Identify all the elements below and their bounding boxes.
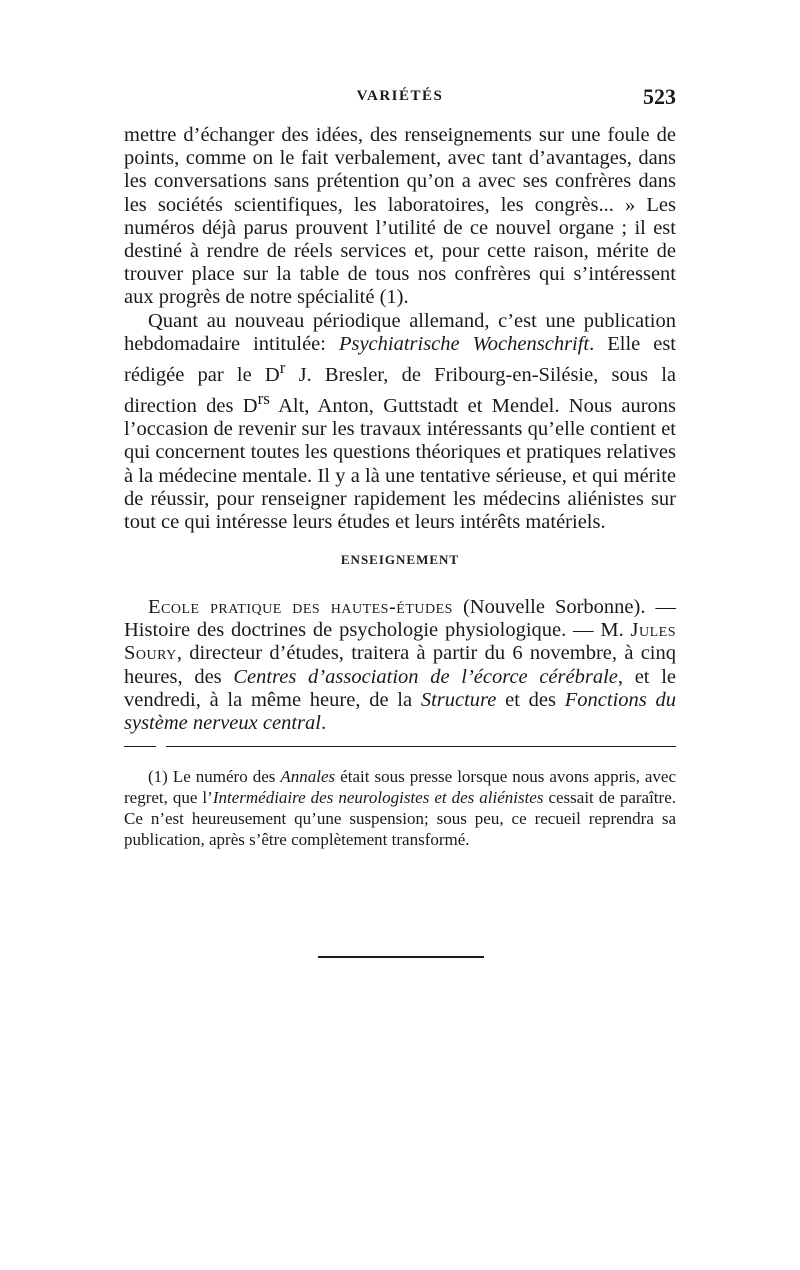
paragraph-text: mettre d’échanger des idées, des renseignements sur une foule de points, comme on le fait verbalement, avec tant d’avantages, dans les conversations sans prétention qu’on a avec ses confrères dans les sociétés scientifiques, les laboratoires, les congrès... » Les numéros déjà parus prouvent l’utilité de ce nouvel organe ; il est destiné à rendre de réels services et, pour cette raison, mérite de trouver place sur la table de tous nos confrères qui s’intéressent aux progrès de notre spécialité (1). <box>124 124 676 309</box>
journal-title: Intermédiaire des neurologistes et des aliénistes <box>212 788 544 807</box>
paragraph-text: Quant au nouveau périodique allemand, c’est une publication hebdomadaire intitulée: <box>124 309 676 355</box>
paragraph-text: , et le vendredi, à la même heure, de la <box>124 665 676 711</box>
paragraph <box>124 596 676 735</box>
journal-title: Psychiatrische Wochenschrift <box>338 332 590 355</box>
course-title: Structure <box>420 688 497 711</box>
section-heading: ENSEIGNEMENT <box>340 552 460 567</box>
paragraph-text: (Nouvelle Sorbonne). — Histoire des doctrines de psychologie physiologique. — M. <box>124 596 676 642</box>
footnote-text <box>124 766 676 850</box>
paragraph-periodique <box>124 310 676 534</box>
footnote <box>124 766 676 850</box>
course-title: Centres d’association de l’écorce cérébrale <box>233 665 618 688</box>
article-body <box>124 124 676 534</box>
footnote-rule-long <box>166 746 676 747</box>
journal-title: Annales <box>280 767 336 786</box>
page-header <box>124 84 676 118</box>
paragraph-text: . Elle est rédigée par le D <box>124 332 676 386</box>
end-rule <box>318 956 484 958</box>
footnote-part: (1) Le numéro des <box>148 767 281 786</box>
footnote-part: était sous presse lorsque nous avons appris, avec regret, que l’ <box>124 767 676 807</box>
running-title: VARIÉTÉS <box>356 88 444 104</box>
footnote-rule-short <box>124 746 156 747</box>
institution-name: Ecole pratique des hautes-études <box>148 596 453 618</box>
superscript: rs <box>257 389 270 409</box>
page-number: 523 <box>643 84 676 109</box>
paragraph-text: . <box>320 712 327 735</box>
course-title: Fonctions du système nerveux central <box>124 688 676 735</box>
paragraph-text: , directeur d’études, traitera à partir du 6 novembre, à cinq heures, des <box>124 642 676 688</box>
person-name: Jules Soury <box>124 619 676 665</box>
footnote-part: cessait de paraître. Ce n’est heureusement qu’une suspension; sous peu, ce recueil reprendra sa publication, après s’être complètement transformé. <box>124 788 676 849</box>
paragraph-text: Alt, Anton, Guttstadt et Mendel. Nous aurons l’occasion de revenir sur les travaux intéressants qu’elle contient et qui concernent toutes les questions théoriques et pratiques relatives à la médecine mentale. Il y a là une tentative sérieuse, et qui mérite de réussir, pour renseigner rapidement les médecins aliénistes sur tout ce qui intéresse leurs études et leurs intérêts matériels. <box>124 394 676 533</box>
paragraph-text: J. Bresler, de Fribourg-en-Silésie, sous la direction des D <box>124 363 677 417</box>
superscript: r <box>279 358 286 378</box>
enseignement-paragraph <box>124 596 676 735</box>
paragraph-text: et des <box>496 688 565 711</box>
paragraph-continued <box>124 124 676 310</box>
